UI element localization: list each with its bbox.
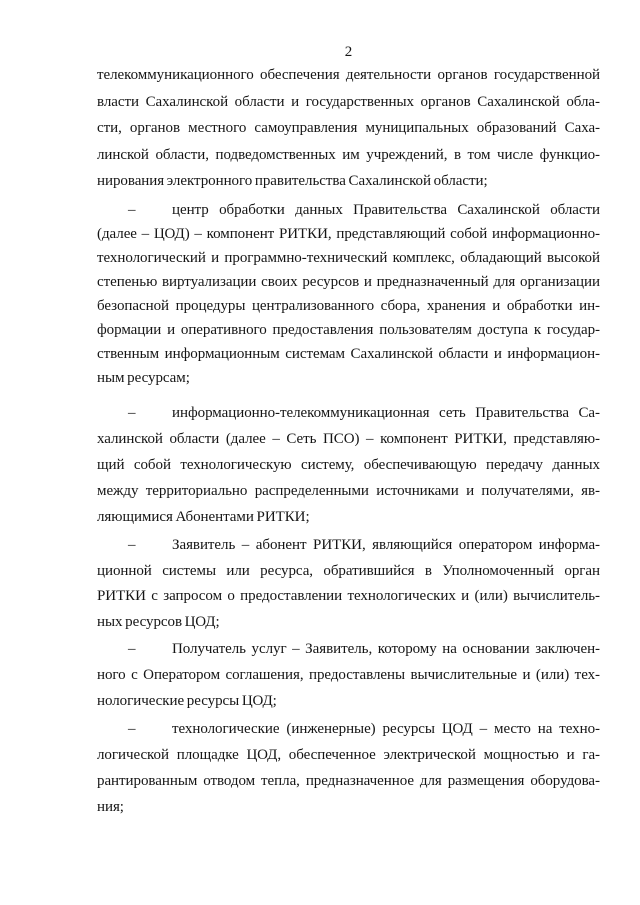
text-line: безопасной процедуры централизованного сбора, хранения и обработки ин- — [97, 298, 600, 314]
text-line: технологический и программно-технический комплекс, обладающий высокой — [97, 250, 600, 266]
text-line-content: информационно-телекоммуникационная сеть Правительства Са- — [172, 405, 600, 421]
paragraph — [97, 198, 600, 390]
paragraph — [97, 62, 600, 195]
list-dash: – — [128, 537, 136, 553]
text-line — [97, 198, 600, 222]
text-line — [97, 400, 600, 426]
paragraph — [97, 716, 600, 820]
text-line: ного с Оператором соглашения, предоставлены вычислительные и (или) тех- — [97, 667, 600, 683]
text-line: щий собой технологическую систему, обеспечивающую передачу данных — [97, 457, 600, 473]
page-number: 2 — [344, 44, 353, 60]
text-line: нирования электронного правительства Сахалинской области; — [97, 173, 488, 189]
text-line-content: Получатель услуг – Заявитель, которому на основании заключен- — [172, 641, 600, 657]
text-line-content: технологические (инженерные) ресурсы ЦОД – место на техно- — [172, 721, 600, 737]
text-line: ния; — [97, 799, 124, 815]
text-line — [97, 636, 600, 662]
text-line: между территориально распределенными источниками и получателями, яв- — [97, 483, 600, 499]
text-line-content: Заявитель – абонент РИТКИ, являющийся оператором информа- — [172, 537, 600, 553]
text-line: рантированным отводом тепла, предназначенное для размещения оборудова- — [97, 773, 600, 789]
list-dash: – — [128, 202, 136, 218]
text-line — [97, 716, 600, 742]
text-line: телекоммуникационного обеспечения деятельности органов государственной — [97, 67, 600, 83]
text-line-content: центр обработки данных Правительства Сахалинской области — [172, 202, 600, 218]
list-dash: – — [128, 721, 136, 737]
text-line: (далее – ЦОД) – компонент РИТКИ, представляющий собой информационно- — [97, 226, 600, 242]
text-line: власти Сахалинской области и государственных органов Сахалинской обла- — [97, 93, 600, 110]
text-line: ственным информационным системам Сахалинской области и информацион- — [97, 346, 600, 362]
paragraph — [97, 400, 600, 530]
text-line — [97, 533, 600, 559]
paragraph — [97, 636, 600, 714]
text-line: ционной системы или ресурса, обратившийся в Уполномоченный орган — [97, 562, 600, 579]
text-line: сти, органов местного самоуправления муниципальных образований Саха- — [97, 120, 600, 136]
text-line: РИТКИ с запросом о предоставлении технологических и (или) вычислитель- — [97, 588, 600, 604]
text-line: ляющимися Абонентами РИТКИ; — [97, 509, 310, 525]
text-line: логической площадке ЦОД, обеспеченное электрической мощностью и га- — [97, 747, 600, 763]
list-dash: – — [128, 641, 136, 657]
text-line: степенью виртуализации своих ресурсов и предназначенный для организации — [97, 274, 600, 290]
text-line: нологические ресурсы ЦОД; — [97, 693, 277, 709]
text-line: ным ресурсам; — [97, 370, 190, 386]
text-line: халинской области (далее – Сеть ПСО) – компонент РИТКИ, представляю- — [97, 431, 600, 447]
list-dash: – — [128, 405, 136, 421]
paragraph — [97, 533, 600, 635]
text-line: ных ресурсов ЦОД; — [97, 613, 220, 630]
text-line: линской области, подведомственных им учреждений, в том числе функцио- — [97, 146, 600, 163]
text-line: формации и оперативного предоставления пользователям доступа к государ- — [97, 322, 600, 338]
